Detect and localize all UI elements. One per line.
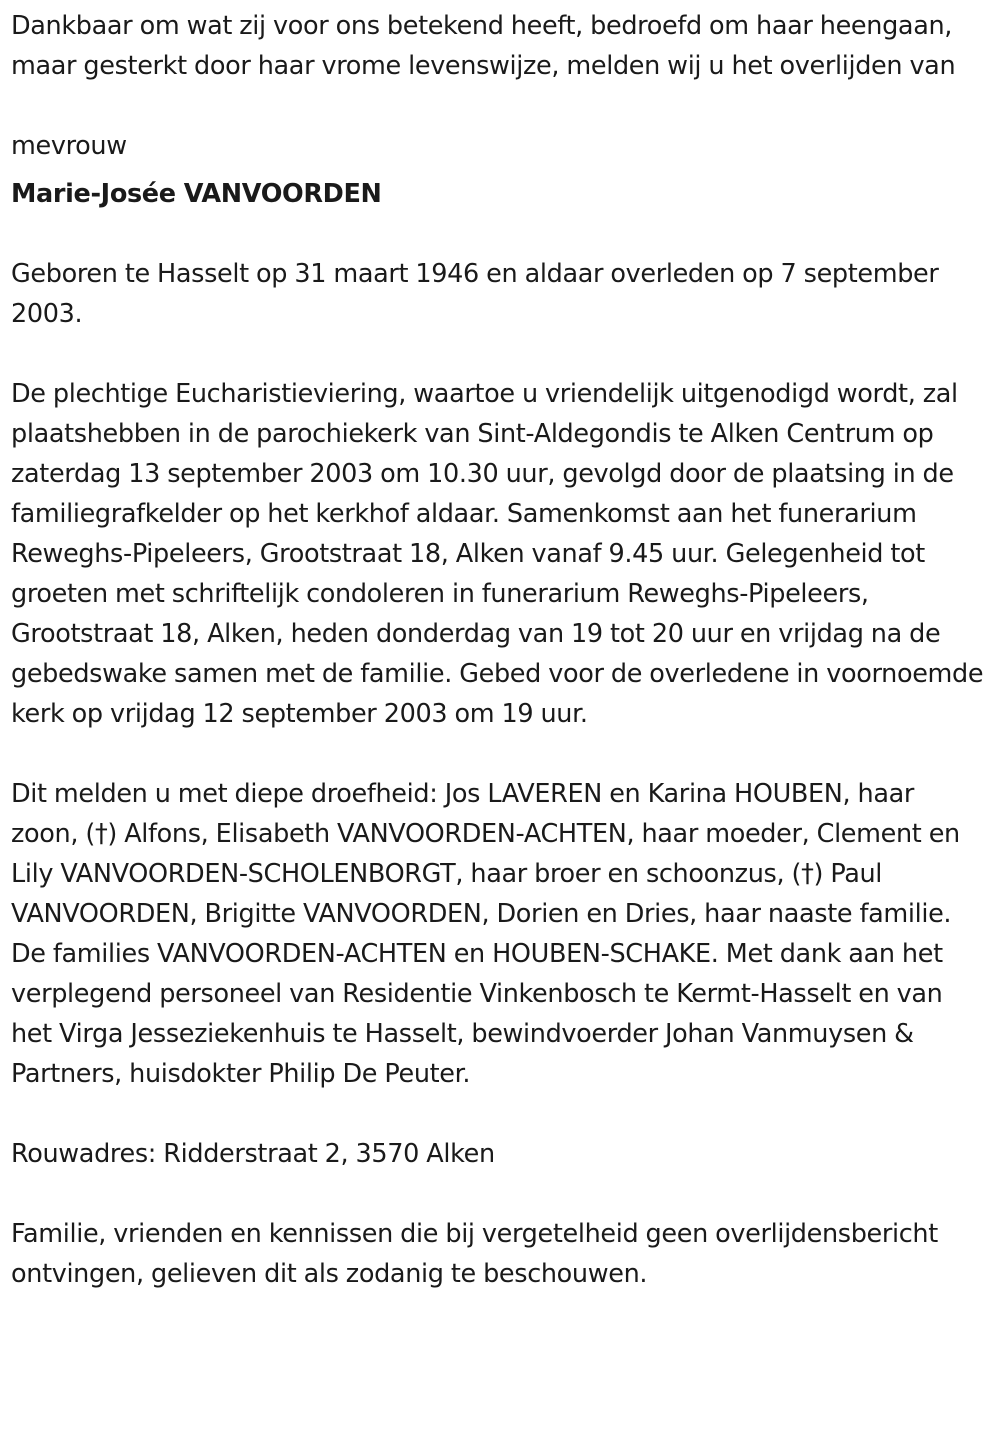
mourning-address: Rouwadres: Ridderstraat 2, 3570 Alken	[11, 1139, 495, 1169]
spacer	[11, 86, 988, 126]
birth-death-paragraph: Geboren te Hasselt op 31 maart 1946 en aldaar overleden op 7 september 2003.	[11, 259, 939, 329]
spacer	[11, 734, 988, 774]
spacer	[11, 334, 988, 374]
spacer	[11, 166, 988, 174]
spacer	[11, 214, 988, 254]
title-prefix: mevrouw	[11, 131, 127, 161]
deceased-name: Marie-Josée VANVOORDEN	[11, 179, 382, 209]
ceremony-paragraph: De plechtige Eucharistieviering, waartoe u vriendelijk uitgenodigd wordt, zal plaatshebben in de parochiekerk van Sint-Aldegondis te Alken Centrum op zaterdag 13 september 2003 om 10.30 uur, gevolgd door de plaatsing in de familiegrafkelder op het kerkhof aldaar. Samenkomst aan het funerarium Reweghs-Pipeleers, Grootstraat 18, Alken vanaf 9.45 uur. Gelegenheid tot groeten met schriftelijk condoleren in funerarium Reweghs-Pipeleers, Grootstraat 18, Alken, heden donderdag van 19 tot 20 uur en vrijdag na de gebedswake samen met de familie. Gebed voor de overledene in voornoemde kerk op vrijdag 12 september 2003 om 19 uur.	[11, 379, 984, 729]
spacer	[11, 1174, 988, 1214]
spacer	[11, 1094, 988, 1134]
closing-paragraph: Familie, vrienden en kennissen die bij vergetelheid geen overlijdensbericht ontvingen, gelieven dit als zodanig te beschouwen.	[11, 1219, 938, 1289]
intro-paragraph: Dankbaar om wat zij voor ons betekend heeft, bedroefd om haar heengaan, maar gesterkt door haar vrome levenswijze, melden wij u het overlijden van	[11, 11, 956, 81]
family-paragraph: Dit melden u met diepe droefheid: Jos LAVEREN en Karina HOUBEN, haar zoon, (†) Alfons, Elisabeth VANVOORDEN-ACHTEN, haar moeder, Clement en Lily VANVOORDEN-SCHOLENBORGT, haar broer en schoonzus, (†) Paul VANVOORDEN, Brigitte VANVOORDEN, Dorien en Dries, haar naaste familie. De families VANVOORDEN-ACHTEN en HOUBEN-SCHAKE. Met dank aan het verplegend personeel van Residentie Vinkenbosch te Kermt-Hasselt en van het Virga Jesseziekenhuis te Hasselt, bewindvoerder Johan Vanmuysen & Partners, huisdokter Philip De Peuter.	[11, 779, 960, 1089]
